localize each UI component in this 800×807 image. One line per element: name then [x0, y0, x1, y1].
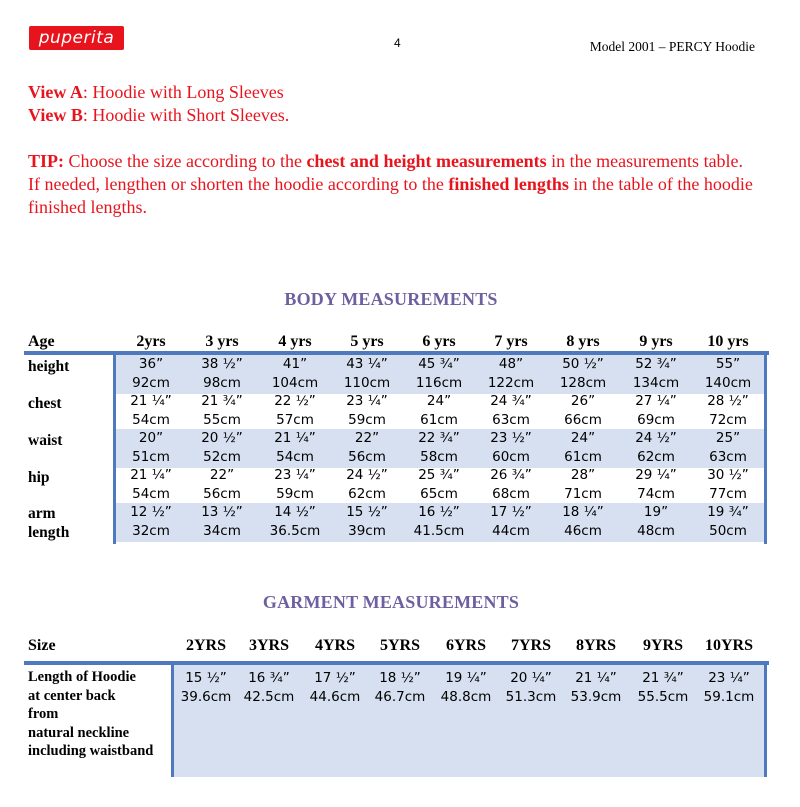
cm-value: 44.6cm	[309, 689, 361, 705]
cm-value: 69cm	[637, 412, 675, 428]
row-label-line: natural neckline	[28, 724, 130, 741]
tip-paragraph-2	[28, 173, 768, 219]
cm-value: 59cm	[348, 412, 386, 428]
cm-value: 36.5cm	[269, 523, 321, 539]
inch-value: 27 ¼”	[635, 393, 677, 409]
page-number: 4	[394, 36, 401, 50]
inch-value: 30 ½”	[707, 467, 749, 483]
cm-value: 41.5cm	[413, 523, 465, 539]
cm-value: 61cm	[564, 449, 602, 465]
inch-value: 18 ¼”	[562, 504, 604, 520]
tip-bold-2: finished lengths	[448, 174, 569, 194]
cm-value: 62cm	[637, 449, 675, 465]
inch-value: 13 ½”	[201, 504, 243, 520]
views-block	[28, 81, 289, 127]
logo-text: puperita	[38, 28, 115, 48]
age-header: 8 yrs	[566, 333, 600, 350]
inch-value: 19 ¾”	[707, 504, 749, 520]
size-header: 3YRS	[248, 637, 289, 654]
cm-value: 134cm	[632, 375, 680, 391]
cm-value: 63cm	[492, 412, 530, 428]
inch-value: 28”	[570, 467, 596, 483]
inch-value: 16 ¾”	[248, 670, 290, 686]
cm-value: 46cm	[564, 523, 602, 539]
inch-value: 24 ¾”	[490, 393, 532, 409]
cm-value: 51.3cm	[505, 689, 557, 705]
view-a-line	[28, 81, 289, 104]
column-rule-right	[764, 661, 767, 777]
cm-value: 48cm	[637, 523, 675, 539]
cm-value: 59cm	[276, 486, 314, 502]
size-header: 8YRS	[575, 637, 616, 654]
cm-value: 60cm	[492, 449, 530, 465]
inch-value: 55”	[715, 356, 741, 372]
inch-value: 52 ¾”	[635, 356, 677, 372]
cm-value: 55.5cm	[637, 689, 689, 705]
garment-measurements-title: GARMENT MEASUREMENTS	[262, 592, 520, 612]
inch-value: 43 ¼”	[346, 356, 388, 372]
inch-value: 19 ¼”	[445, 670, 487, 686]
cm-value: 59.1cm	[703, 689, 755, 705]
cm-value: 46.7cm	[374, 689, 426, 705]
view-a-label: View A	[28, 82, 83, 102]
cm-value: 58cm	[420, 449, 458, 465]
cm-value: 110cm	[343, 375, 391, 391]
tip-label: TIP:	[28, 151, 64, 171]
inch-value: 20”	[138, 430, 164, 446]
inch-value: 48”	[498, 356, 524, 372]
age-header: 3 yrs	[205, 333, 239, 350]
cm-value: 71cm	[564, 486, 602, 502]
inch-value: 24 ½”	[346, 467, 388, 483]
inch-value: 25 ¾”	[418, 467, 460, 483]
inch-value: 22 ¾”	[418, 430, 460, 446]
row-label: hip	[28, 469, 50, 486]
cm-value: 61cm	[420, 412, 458, 428]
tip-paragraph-1	[28, 150, 768, 173]
size-header: 9YRS	[642, 637, 683, 654]
cm-value: 98cm	[203, 375, 241, 391]
size-header: 4YRS	[314, 637, 355, 654]
cm-value: 48.8cm	[440, 689, 492, 705]
cm-value: 51cm	[132, 449, 170, 465]
inch-value: 21 ¼”	[575, 670, 617, 686]
inch-value: 21 ¾”	[201, 393, 243, 409]
inch-value: 24 ½”	[635, 430, 677, 446]
cm-value: 50cm	[709, 523, 747, 539]
inch-value: 22”	[354, 430, 380, 446]
cm-value: 39cm	[348, 523, 386, 539]
cm-value: 128cm	[559, 375, 607, 391]
inch-value: 25”	[715, 430, 741, 446]
inch-value: 21 ¼”	[274, 430, 316, 446]
inch-value: 41”	[282, 356, 308, 372]
row-label: chest	[28, 395, 62, 412]
cm-value: 57cm	[276, 412, 314, 428]
cm-value: 62cm	[348, 486, 386, 502]
header-rule	[24, 351, 769, 355]
row-label-line: from	[28, 706, 59, 722]
cm-value: 63cm	[709, 449, 747, 465]
inch-value: 50 ½”	[562, 356, 604, 372]
inch-value: 36”	[138, 356, 164, 372]
size-header: 5YRS	[379, 637, 420, 654]
cm-value: 104cm	[271, 375, 319, 391]
body-measurements-title: BODY MEASUREMENTS	[284, 289, 498, 309]
inch-value: 23 ¼”	[346, 393, 388, 409]
row-label-line: including waistband	[28, 743, 154, 759]
inch-value: 22 ½”	[274, 393, 316, 409]
model-title: Model 2001 – PERCY Hoodie	[589, 39, 755, 54]
inch-value: 12 ½”	[130, 504, 172, 520]
cm-value: 56cm	[203, 486, 241, 502]
cm-value: 55cm	[203, 412, 241, 428]
inch-value: 17 ½”	[314, 670, 356, 686]
inch-value: 38 ½”	[201, 356, 243, 372]
inch-value: 23 ¼”	[274, 467, 316, 483]
size-label: Size	[28, 637, 56, 654]
inch-value: 17 ½”	[490, 504, 532, 520]
tip-bold-1: chest and height measurements	[306, 151, 547, 171]
cm-value: 140cm	[704, 375, 752, 391]
cm-value: 53.9cm	[570, 689, 622, 705]
cm-value: 77cm	[709, 486, 747, 502]
row-label-line: Length of Hoodie	[28, 669, 136, 685]
cm-value: 65cm	[420, 486, 458, 502]
inch-value: 26”	[570, 393, 596, 409]
column-rule-right	[764, 351, 767, 544]
row-label: arm	[28, 505, 56, 522]
puperita-logo	[29, 26, 124, 50]
view-b-line	[28, 104, 289, 127]
row-label: height	[28, 358, 70, 375]
inch-value: 16 ½”	[418, 504, 460, 520]
tip-text-2a: If needed, lengthen or shorten the hoodie according to the	[28, 174, 449, 194]
inch-value: 15 ½”	[346, 504, 388, 520]
cm-value: 72cm	[709, 412, 747, 428]
size-header: 10YRS	[704, 637, 753, 654]
row-label-line: at center back	[28, 687, 116, 704]
inch-value: 21 ¼”	[130, 467, 172, 483]
size-header: 2YRS	[185, 637, 226, 654]
column-rule	[113, 351, 116, 544]
age-header: 2yrs	[136, 333, 166, 350]
age-header: 4 yrs	[278, 333, 312, 350]
inch-value: 45 ¾”	[418, 356, 460, 372]
inch-value: 26 ¾”	[490, 467, 532, 483]
cm-value: 116cm	[415, 375, 463, 391]
cm-value: 68cm	[492, 486, 530, 502]
view-a-text: : Hoodie with Long Sleeves	[82, 82, 284, 102]
age-label: Age	[28, 333, 55, 350]
inch-value: 20 ¼”	[510, 670, 552, 686]
view-b-label: View B	[28, 105, 83, 125]
age-header: 9 yrs	[639, 333, 673, 350]
cm-value: 42.5cm	[243, 689, 295, 705]
size-header: 6YRS	[445, 637, 486, 654]
cm-value: 54cm	[132, 412, 170, 428]
cm-value: 66cm	[564, 412, 602, 428]
inch-value: 21 ¾”	[642, 670, 684, 686]
cm-value: 44cm	[492, 523, 530, 539]
cm-value: 54cm	[132, 486, 170, 502]
view-b-text: : Hoodie with Short Sleeves.	[82, 105, 290, 125]
inch-value: 19”	[643, 504, 669, 520]
inch-value: 20 ½”	[201, 430, 243, 446]
inch-value: 18 ½”	[379, 670, 421, 686]
cm-value: 34cm	[203, 523, 241, 539]
age-header: 5 yrs	[350, 333, 384, 350]
inch-value: 22”	[209, 467, 235, 483]
size-header: 7YRS	[510, 637, 551, 654]
cm-value: 39.6cm	[180, 689, 232, 705]
tip-text-2b: in the table of the hoodie finished lengths.	[28, 174, 753, 217]
age-header: 6 yrs	[422, 333, 456, 350]
inch-value: 21 ¼”	[130, 393, 172, 409]
row-label: length	[28, 524, 70, 541]
inch-value: 23 ¼”	[708, 670, 750, 686]
inch-value: 28 ½”	[707, 393, 749, 409]
cm-value: 54cm	[276, 449, 314, 465]
cm-value: 52cm	[203, 449, 241, 465]
inch-value: 23 ½”	[490, 430, 532, 446]
tip-block	[28, 150, 768, 219]
inch-value: 24”	[570, 430, 596, 446]
cm-value: 74cm	[637, 486, 675, 502]
cm-value: 92cm	[132, 375, 170, 391]
inch-value: 15 ½”	[185, 670, 227, 686]
cm-value: 56cm	[348, 449, 386, 465]
age-header: 10 yrs	[707, 333, 749, 350]
row-label: waist	[28, 432, 63, 449]
header-rule	[24, 661, 769, 665]
tip-text-1a: Choose the size according to the	[64, 151, 307, 171]
inch-value: 14 ½”	[274, 504, 316, 520]
cm-value: 122cm	[487, 375, 535, 391]
inch-value: 29 ¼”	[635, 467, 677, 483]
cm-value: 32cm	[132, 523, 170, 539]
tip-text-1b: in the measurements table.	[546, 151, 744, 171]
row-label	[28, 668, 153, 761]
inch-value: 24”	[426, 393, 452, 409]
age-header: 7 yrs	[494, 333, 528, 350]
